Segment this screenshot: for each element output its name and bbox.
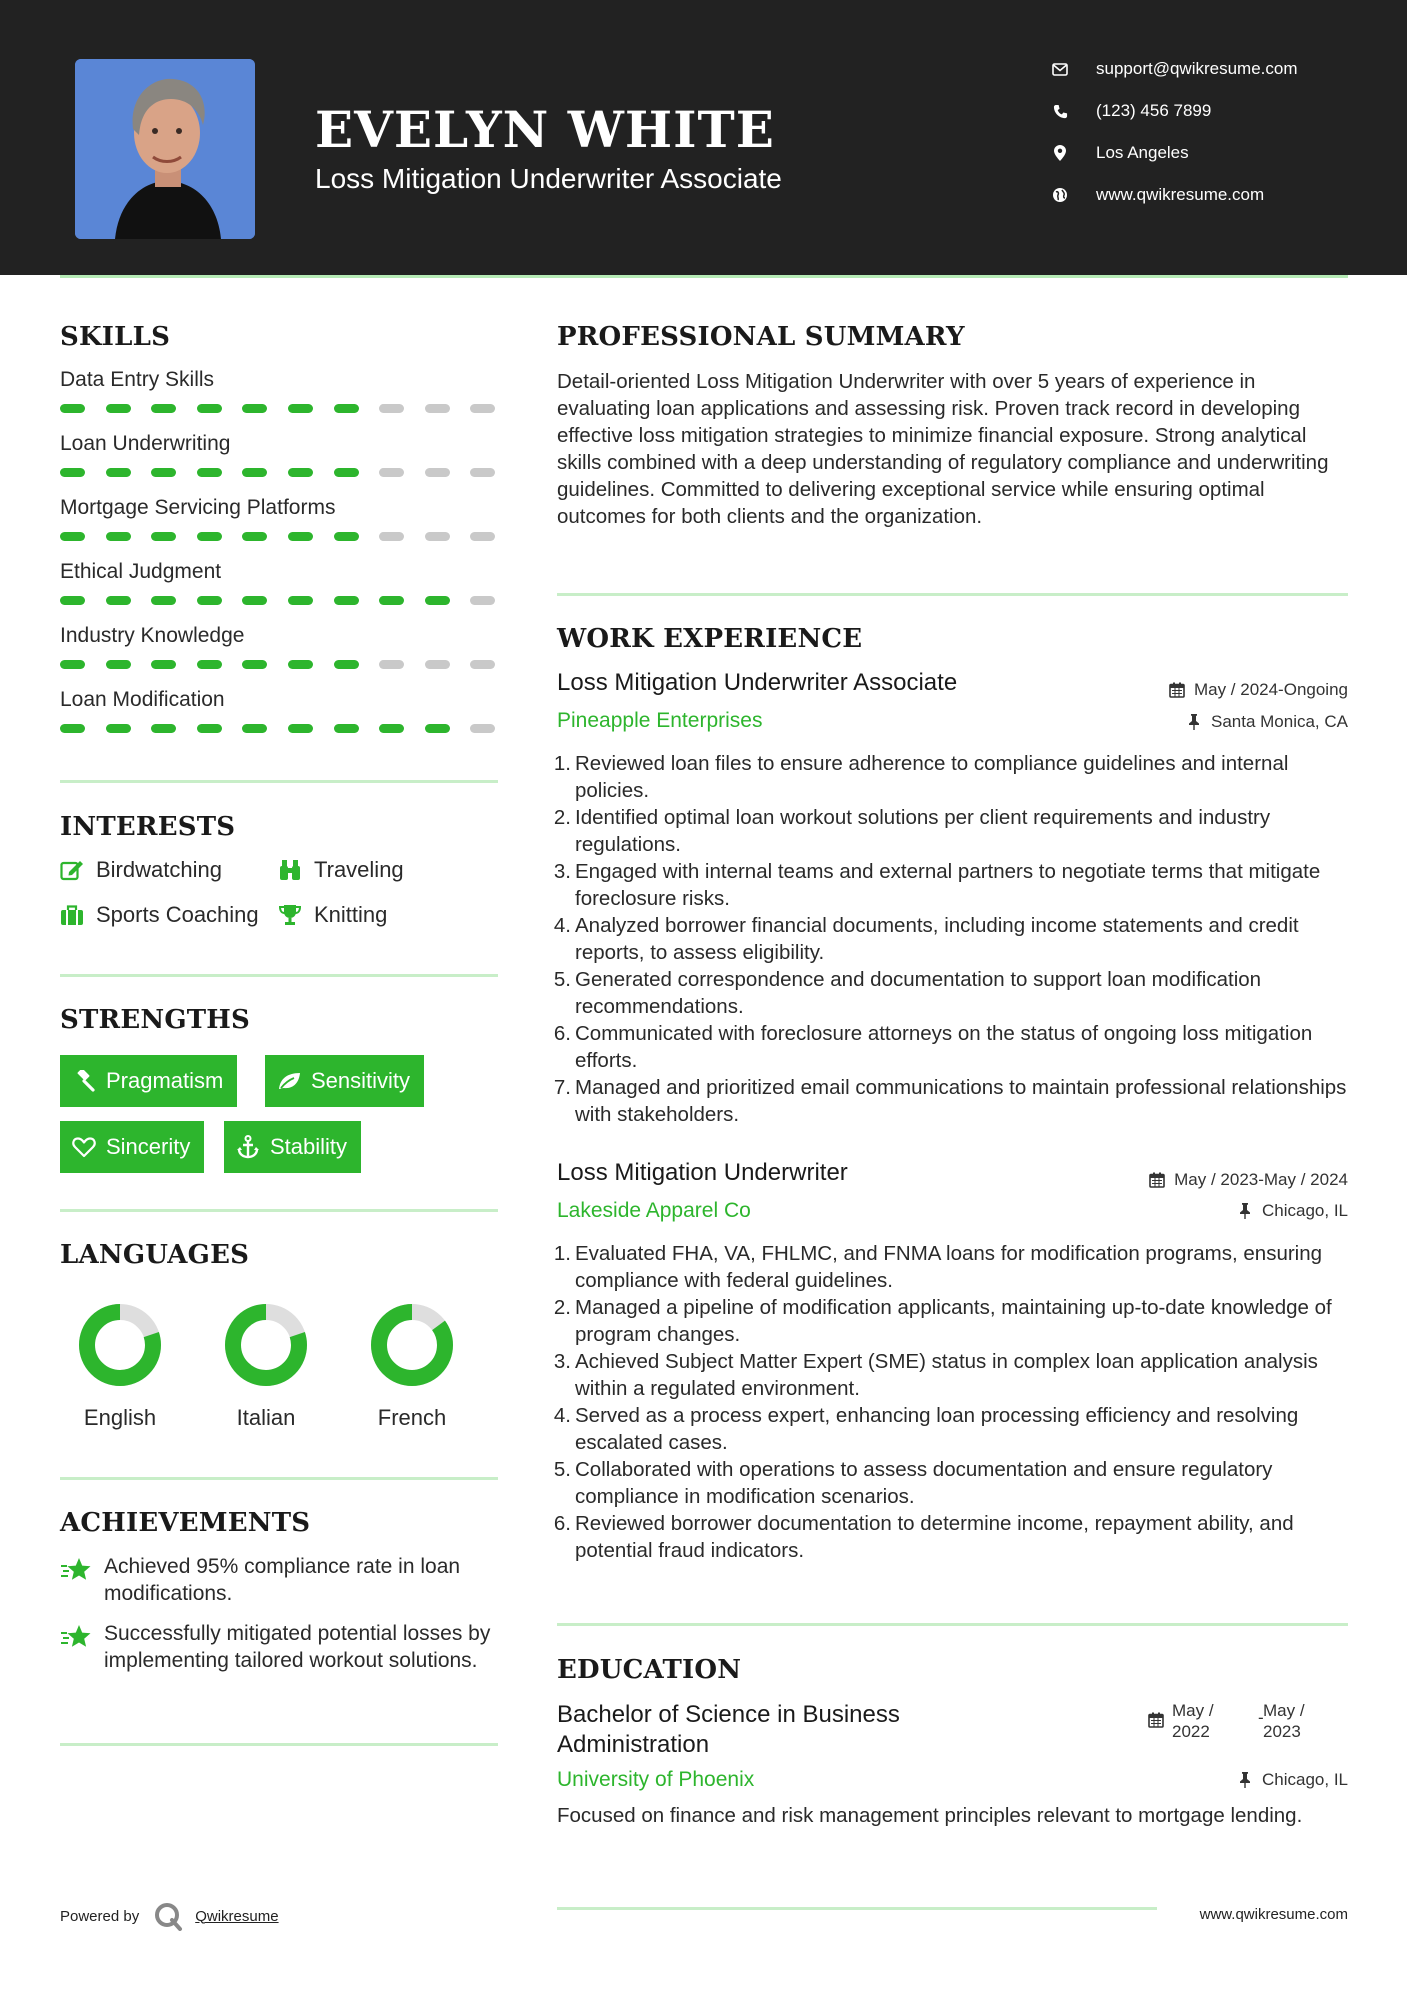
pushpin-icon xyxy=(1236,1771,1254,1789)
star-icon xyxy=(60,1624,92,1650)
envelope-icon xyxy=(1050,59,1070,79)
education-date xyxy=(1148,1700,1348,1744)
job-location xyxy=(1236,1199,1348,1223)
skill-level-bar xyxy=(60,468,498,477)
education-date-start: May / 2022 xyxy=(1172,1701,1214,1741)
powered-by-text: Powered by xyxy=(60,1907,140,1925)
list-item-text: Collaborated with operations to assess documentation and ensure regulatory compliance in modification scenarios. xyxy=(575,1458,1273,1508)
contact-website[interactable] xyxy=(1050,181,1350,209)
skill-dot-filled xyxy=(334,724,359,733)
job-date-text: May / 2023-May / 2024 xyxy=(1174,1170,1348,1189)
anchor-icon xyxy=(236,1135,260,1159)
list-number: 4. xyxy=(553,914,571,937)
skill-dot-filled xyxy=(60,660,85,669)
skill-name: Industry Knowledge xyxy=(60,624,245,647)
strength-badge xyxy=(265,1055,424,1107)
education-description: Focused on finance and risk management principles relevant to mortgage lending. xyxy=(557,1804,1303,1827)
education-date-separator: - xyxy=(1258,1708,1264,1727)
skill-dot-empty xyxy=(379,468,404,477)
powered-by xyxy=(60,1900,279,1932)
phone-icon xyxy=(1050,101,1070,121)
section-divider xyxy=(60,1209,498,1212)
skill-item xyxy=(60,496,498,544)
contact-email-text: support@qwikresume.com xyxy=(1096,59,1298,78)
list-item xyxy=(551,1456,1351,1510)
achievement-text: Successfully mitigated potential losses by implementing tailored workout solutions. xyxy=(104,1622,491,1672)
calendar-icon xyxy=(1148,1712,1164,1728)
list-item xyxy=(551,1402,1351,1456)
list-number: 6. xyxy=(553,1022,571,1045)
education-date-end: May / 2023 xyxy=(1263,1701,1305,1741)
skill-dot-filled xyxy=(288,724,313,733)
job-location-text: Chicago, IL xyxy=(1262,1201,1348,1220)
strength-label: Sincerity xyxy=(106,1134,191,1159)
skill-dot-empty xyxy=(379,660,404,669)
section-divider xyxy=(60,780,498,783)
interest-item xyxy=(278,900,387,930)
list-item-text: Achieved Subject Matter Expert (SME) status in complex loan application analysis within a regulated environment. xyxy=(575,1350,1318,1400)
list-number: 6. xyxy=(553,1512,571,1535)
skill-dot-filled xyxy=(242,596,267,605)
strength-label: Pragmatism xyxy=(106,1068,224,1093)
list-item xyxy=(551,1074,1351,1128)
section-divider xyxy=(60,974,498,977)
list-number: 3. xyxy=(553,1350,571,1373)
candidate-name: EVELYN WHITE xyxy=(315,100,775,159)
skill-dot-empty xyxy=(425,468,450,477)
skill-dot-empty xyxy=(470,404,495,413)
interest-label: Birdwatching xyxy=(96,857,222,882)
skill-dot-filled xyxy=(151,468,176,477)
skill-dot-empty xyxy=(470,660,495,669)
job-company: Lakeside Apparel Co xyxy=(557,1199,751,1222)
map-pin-icon xyxy=(1050,143,1070,163)
gavel-icon xyxy=(72,1069,96,1093)
skill-dot-filled xyxy=(379,596,404,605)
skill-dot-empty xyxy=(425,532,450,541)
achievement-text: Achieved 95% compliance rate in loan modifications. xyxy=(104,1555,461,1605)
leaf-icon xyxy=(277,1069,301,1093)
skill-dot-filled xyxy=(242,532,267,541)
skill-dot-filled xyxy=(197,468,222,477)
list-number: 7. xyxy=(553,1076,571,1099)
star-icon xyxy=(60,1557,92,1583)
list-item xyxy=(551,1020,1351,1074)
contact-website-text: www.qwikresume.com xyxy=(1096,185,1265,204)
languages-heading: LANGUAGES xyxy=(60,1240,250,1270)
section-divider xyxy=(557,593,1348,596)
list-item xyxy=(551,750,1351,804)
job-date xyxy=(1148,1168,1348,1192)
skill-dot-filled xyxy=(151,724,176,733)
interest-item xyxy=(60,855,222,885)
list-number: 2. xyxy=(553,1296,571,1319)
skill-dot-filled xyxy=(197,660,222,669)
skill-dot-filled xyxy=(334,660,359,669)
interests-heading: INTERESTS xyxy=(60,812,236,842)
strength-label: Sensitivity xyxy=(311,1068,411,1093)
skill-dot-filled xyxy=(288,596,313,605)
skill-dot-filled xyxy=(60,468,85,477)
skill-dot-filled xyxy=(288,532,313,541)
strength-label: Stability xyxy=(270,1134,348,1159)
interest-item xyxy=(60,900,259,930)
job-location-text: Santa Monica, CA xyxy=(1210,712,1348,731)
skills-heading: SKILLS xyxy=(60,322,171,352)
section-divider xyxy=(557,1623,1348,1626)
footer-url[interactable]: www.qwikresume.com xyxy=(1199,1906,1348,1923)
summary-heading: PROFESSIONAL SUMMARY xyxy=(557,322,965,352)
work-heading: WORK EXPERIENCE xyxy=(557,624,863,654)
list-item xyxy=(551,804,1351,858)
job-title: Loss Mitigation Underwriter Associate xyxy=(557,669,958,696)
skill-name: Loan Underwriting xyxy=(60,432,231,455)
skill-name: Ethical Judgment xyxy=(60,560,222,583)
list-item-text: Evaluated FHA, VA, FHLMC, and FNMA loans for modification programs, ensuring compliance with federal guidelines. xyxy=(575,1242,1323,1292)
list-number: 3. xyxy=(553,860,571,883)
skill-level-bar xyxy=(60,596,498,605)
calendar-icon xyxy=(1168,681,1186,699)
skill-dot-filled xyxy=(242,468,267,477)
skill-dot-empty xyxy=(379,404,404,413)
summary-text: Detail-oriented Loss Mitigation Underwriter with over 5 years of experience in evaluating loan applications and assessing risk. Proven track record in developing effective loss mitigation strategies to minimize financial exposure. Strong analytical skills combined with a deep understanding of regulatory compliance and underwriting guidelines. Committed to delivering exceptional service while ensuring optimal outcomes for both clients and the organization. xyxy=(557,370,1329,528)
education-location-text: Chicago, IL xyxy=(1262,1770,1348,1789)
list-item xyxy=(551,966,1351,1020)
skill-dot-filled xyxy=(242,724,267,733)
skill-level-bar xyxy=(60,404,498,413)
skill-item xyxy=(60,368,498,416)
list-item-text: Reviewed loan files to ensure adherence to compliance guidelines and internal policies. xyxy=(575,752,1289,802)
language-name: Italian xyxy=(236,1405,296,1430)
skill-dot-empty xyxy=(470,532,495,541)
skill-dot-empty xyxy=(425,404,450,413)
binoculars-icon xyxy=(278,858,302,882)
skill-dot-filled xyxy=(288,404,313,413)
skill-dot-filled xyxy=(151,660,176,669)
list-item-text: Managed a pipeline of modification applicants, maintaining up-to-date knowledge of program changes. xyxy=(575,1296,1332,1346)
contact-phone[interactable] xyxy=(1050,97,1350,125)
language-item xyxy=(47,1303,193,1443)
briefcase-icon xyxy=(60,903,84,927)
skill-dot-filled xyxy=(106,404,131,413)
education-degree: Bachelor of Science in Business Administration xyxy=(557,1701,900,1758)
job-responsibilities xyxy=(551,750,1351,1128)
skill-dot-filled xyxy=(60,404,85,413)
skill-dot-filled xyxy=(334,404,359,413)
qwikresume-logo-icon xyxy=(153,1901,183,1931)
education-location xyxy=(1236,1768,1348,1792)
skill-dot-filled xyxy=(334,468,359,477)
list-item xyxy=(551,1348,1351,1402)
language-name: English xyxy=(83,1405,157,1430)
list-item-text: Analyzed borrower financial documents, including income statements and credit reports, to assess eligibility. xyxy=(575,914,1299,964)
strength-badge xyxy=(224,1121,361,1173)
skill-dot-filled xyxy=(197,724,222,733)
interest-item xyxy=(278,855,404,885)
skill-level-bar xyxy=(60,660,498,669)
education-school: University of Phoenix xyxy=(557,1768,755,1791)
skill-dot-filled xyxy=(60,596,85,605)
profile-photo-portrait xyxy=(75,59,255,239)
skill-dot-filled xyxy=(288,468,313,477)
skill-dot-filled xyxy=(242,660,267,669)
list-item-text: Engaged with internal teams and external partners to negotiate terms that mitigate foreclosure risks. xyxy=(575,860,1321,910)
strength-badge xyxy=(60,1055,237,1107)
education-heading: EDUCATION xyxy=(557,1655,742,1685)
pushpin-icon xyxy=(1236,1202,1254,1220)
skill-dot-filled xyxy=(151,404,176,413)
skill-dot-filled xyxy=(425,724,450,733)
skill-dot-empty xyxy=(470,596,495,605)
job-date xyxy=(1168,678,1348,702)
contact-phone-text: (123) 456 7899 xyxy=(1096,101,1212,120)
skill-dot-filled xyxy=(197,596,222,605)
skill-dot-filled xyxy=(106,532,131,541)
language-ring xyxy=(78,1303,162,1387)
list-number: 5. xyxy=(553,1458,571,1481)
skill-dot-filled xyxy=(334,596,359,605)
list-number: 5. xyxy=(553,968,571,991)
skill-level-bar xyxy=(60,532,498,541)
skill-dot-filled xyxy=(334,532,359,541)
language-ring xyxy=(370,1303,454,1387)
skill-item xyxy=(60,560,498,608)
trophy-icon xyxy=(278,903,302,927)
list-number: 1. xyxy=(553,752,571,775)
job-responsibilities xyxy=(551,1240,1351,1564)
skill-dot-filled xyxy=(425,596,450,605)
contact-location xyxy=(1050,139,1350,167)
job-location xyxy=(1185,710,1348,734)
candidate-title: Loss Mitigation Underwriter Associate xyxy=(315,163,782,194)
skill-dot-filled xyxy=(106,596,131,605)
language-name: French xyxy=(377,1405,447,1430)
skill-dot-empty xyxy=(470,468,495,477)
pushpin-icon xyxy=(1185,713,1203,731)
skill-item xyxy=(60,688,498,736)
skill-name: Mortgage Servicing Platforms xyxy=(60,496,336,519)
section-divider xyxy=(557,1907,1157,1910)
skill-dot-filled xyxy=(288,660,313,669)
skill-dot-empty xyxy=(379,532,404,541)
profile-photo xyxy=(75,59,255,239)
list-item-text: Served as a process expert, enhancing loan processing efficiency and resolving escalated cases. xyxy=(575,1404,1299,1454)
contact-email[interactable] xyxy=(1050,55,1350,83)
job-title: Loss Mitigation Underwriter xyxy=(557,1159,848,1186)
skill-name: Loan Modification xyxy=(60,688,225,711)
list-number: 2. xyxy=(553,806,571,829)
section-divider xyxy=(60,1743,498,1746)
list-item-text: Identified optimal loan workout solutions per client requirements and industry regulations. xyxy=(575,806,1271,856)
skill-dot-filled xyxy=(106,468,131,477)
contact-location-text: Los Angeles xyxy=(1096,143,1189,162)
list-item xyxy=(551,1240,1351,1294)
skill-dot-filled xyxy=(197,404,222,413)
edit-icon xyxy=(60,858,84,882)
job-company: Pineapple Enterprises xyxy=(557,709,763,732)
list-number: 4. xyxy=(553,1404,571,1427)
list-item-text: Generated correspondence and documentation to support loan modification recommendations. xyxy=(575,968,1262,1018)
skill-dot-filled xyxy=(151,596,176,605)
list-item xyxy=(551,1510,1351,1564)
skill-dot-filled xyxy=(106,724,131,733)
skill-dot-filled xyxy=(197,532,222,541)
language-item xyxy=(193,1303,339,1443)
skill-dot-filled xyxy=(106,660,131,669)
skill-dot-filled xyxy=(242,404,267,413)
header-divider xyxy=(60,275,1348,278)
skill-dot-filled xyxy=(60,532,85,541)
strength-badge xyxy=(60,1121,204,1173)
list-item-text: Managed and prioritized email communications to maintain professional relationships with stakeholders. xyxy=(575,1076,1347,1126)
skill-dot-filled xyxy=(379,724,404,733)
list-item-text: Reviewed borrower documentation to determine income, repayment ability, and potential fraud indicators. xyxy=(575,1512,1294,1562)
job-date-text: May / 2024-Ongoing xyxy=(1193,680,1348,699)
section-divider xyxy=(60,1477,498,1480)
language-item xyxy=(339,1303,485,1443)
skill-item xyxy=(60,432,498,480)
skill-name: Data Entry Skills xyxy=(60,368,215,391)
strengths-heading: STRENGTHS xyxy=(60,1005,251,1035)
heart-icon xyxy=(72,1135,96,1159)
interest-label: Knitting xyxy=(314,902,388,927)
list-item xyxy=(551,1294,1351,1348)
language-ring xyxy=(224,1303,308,1387)
skill-dot-empty xyxy=(470,724,495,733)
skill-level-bar xyxy=(60,724,498,733)
resume-header xyxy=(0,0,1407,275)
list-item xyxy=(551,858,1351,912)
skill-dot-filled xyxy=(60,724,85,733)
list-item xyxy=(551,912,1351,966)
brand-link[interactable]: Qwikresume xyxy=(195,1907,279,1925)
skill-dot-empty xyxy=(425,660,450,669)
achievements-heading: ACHIEVEMENTS xyxy=(60,1508,311,1538)
calendar-icon xyxy=(1148,1171,1166,1189)
list-item-text: Communicated with foreclosure attorneys on the status of ongoing loss mitigation efforts. xyxy=(575,1022,1313,1072)
globe-icon xyxy=(1050,185,1070,205)
skill-dot-filled xyxy=(151,532,176,541)
skill-item xyxy=(60,624,498,672)
list-number: 1. xyxy=(553,1242,571,1265)
interest-label: Sports Coaching xyxy=(96,902,259,927)
interest-label: Traveling xyxy=(314,857,404,882)
